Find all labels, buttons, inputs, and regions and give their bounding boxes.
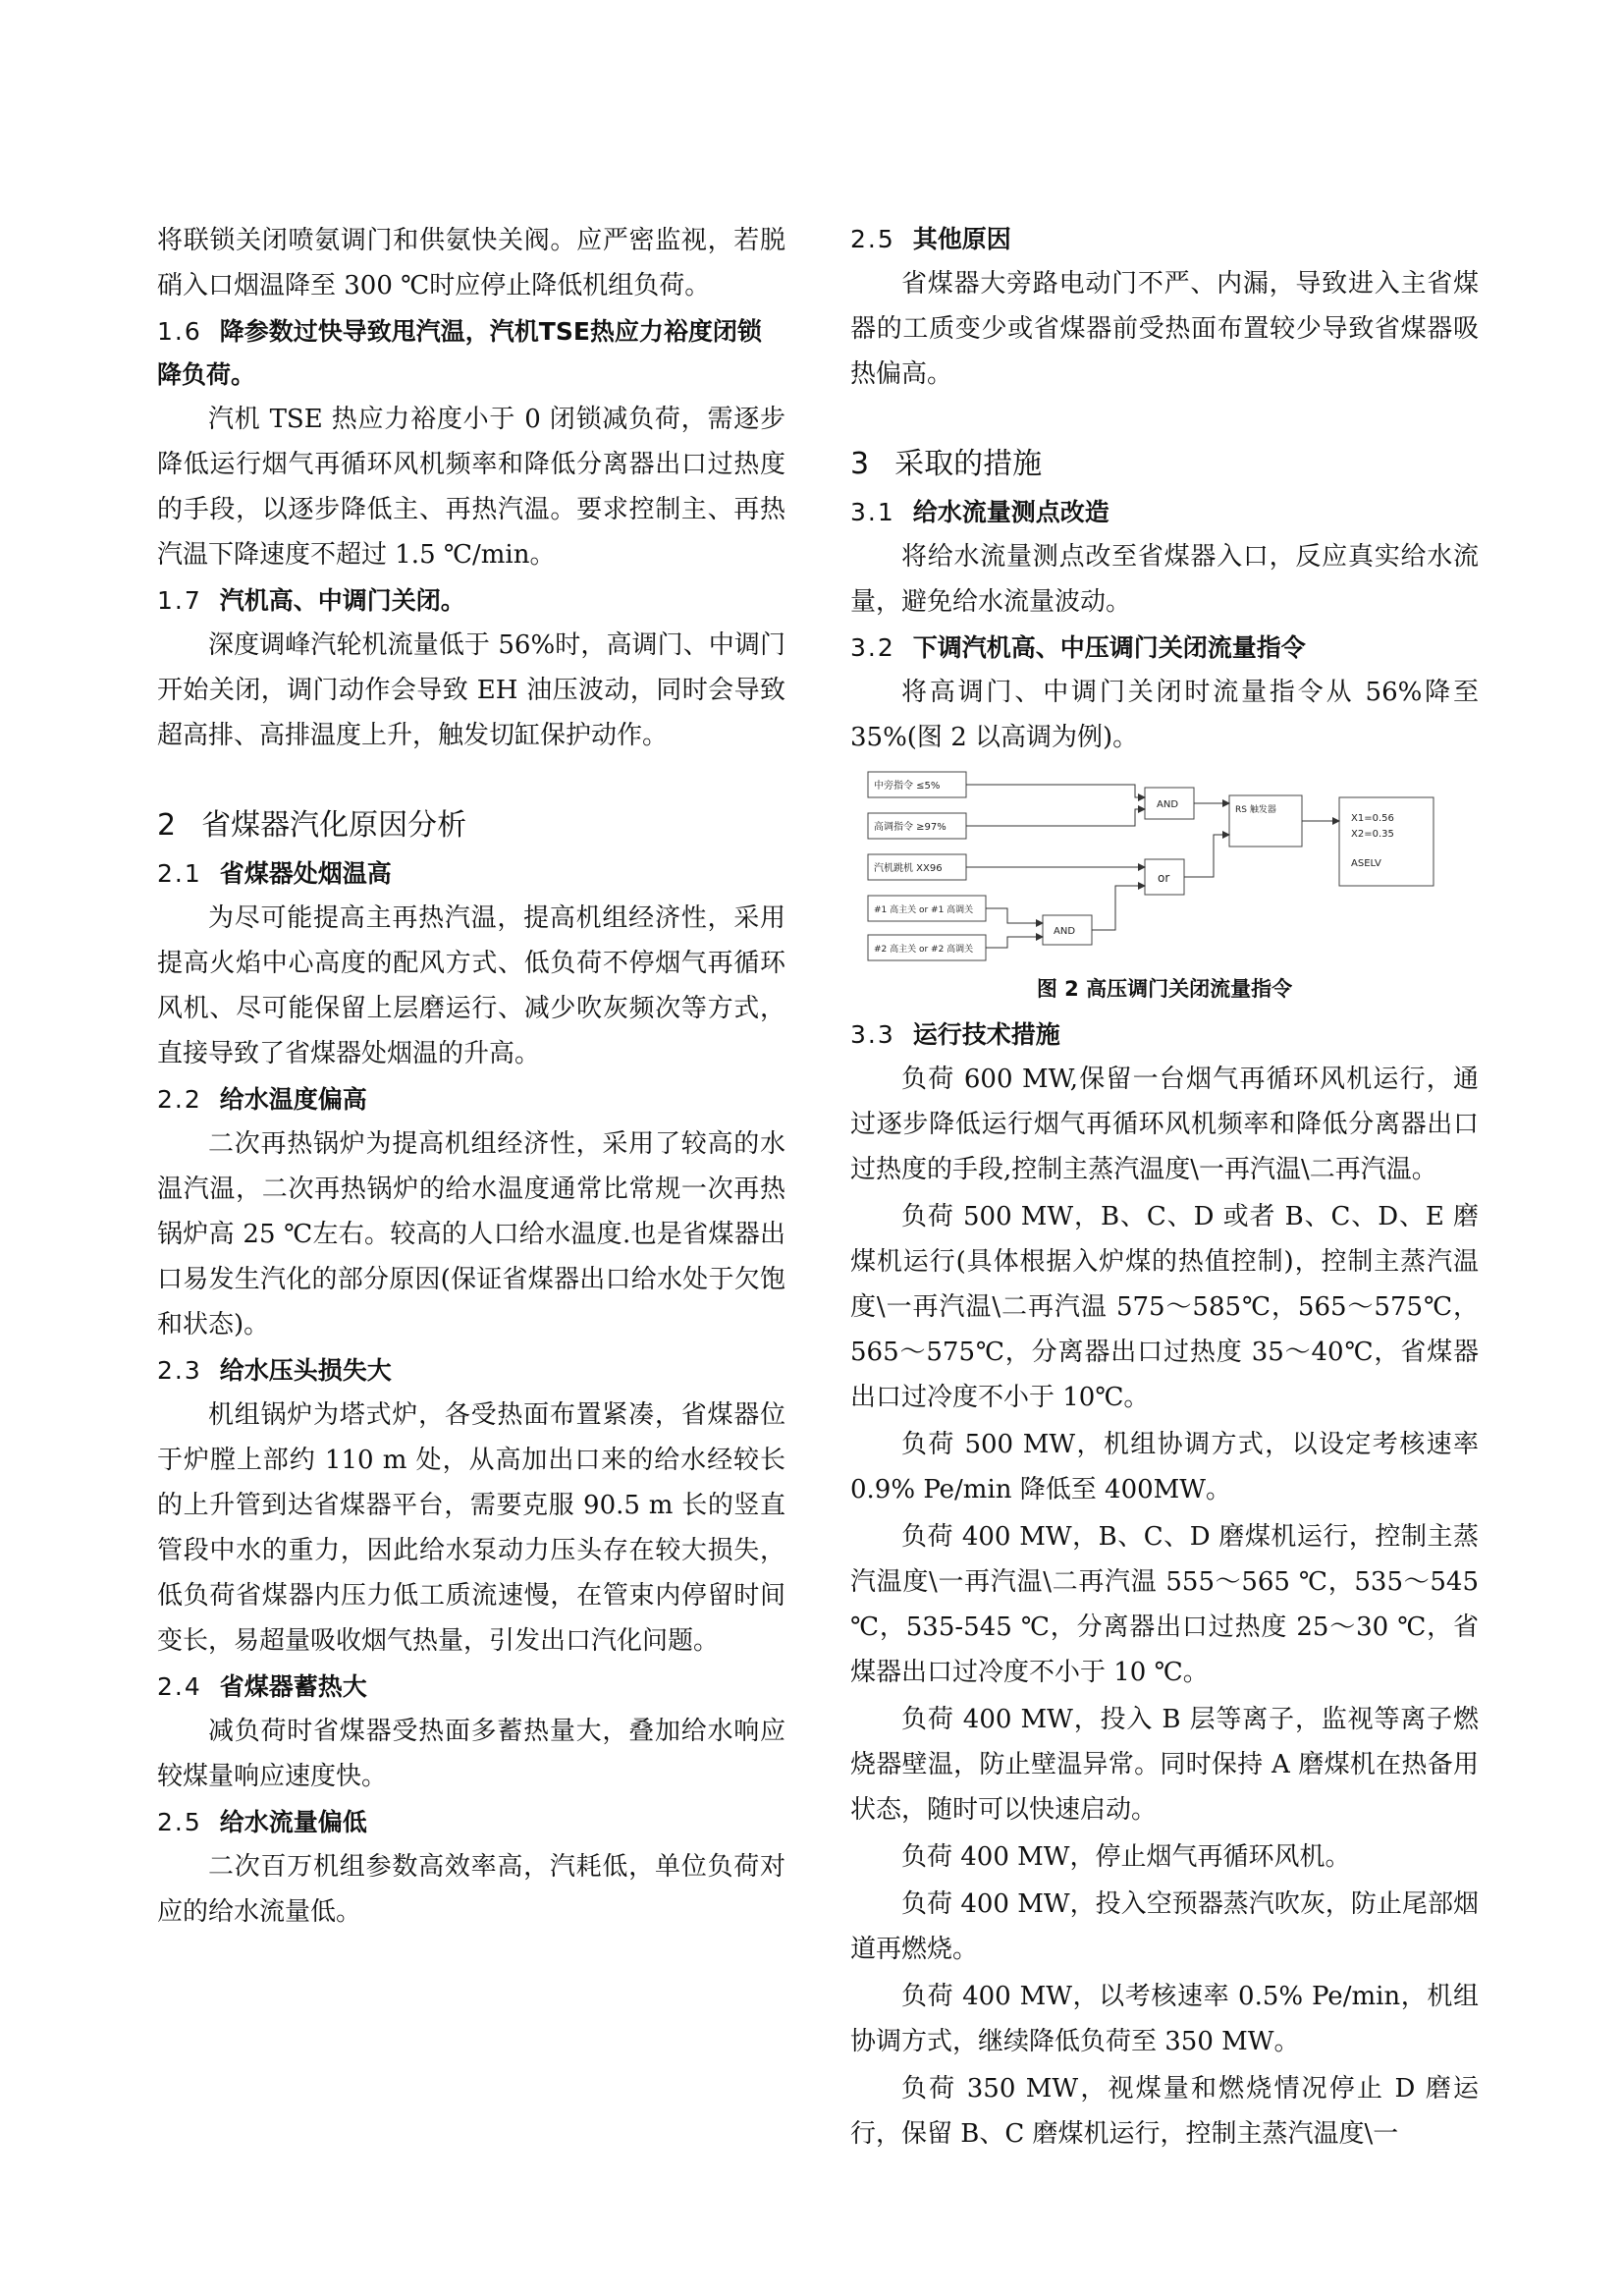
paragraph: 将给水流量测点改至省煤器入口，反应真实给水流量，避免给水流量波动。	[850, 542, 1479, 617]
x1-label: X1=0.56	[1351, 813, 1394, 824]
paragraph: 负荷 350 MW，视煤量和燃烧情况停止 D 磨运行，保留 B、C 磨煤机运行，控制主蒸汽温度\一	[850, 2074, 1479, 2149]
paragraph-continuation: 将联锁关闭喷氨调门和供氨快关阀。应严密监视，若脱硝入口烟温降至 300 ℃时应停止降低机组负荷。	[157, 226, 785, 301]
section-title: 下调汽机高、中压调门关闭流量指令	[912, 633, 1306, 662]
paragraph: 二次再热锅炉为提高机组经济性，采用了较高的水温汽温，二次再热锅炉的给水温度通常比常规一次再热锅炉高 25 ℃左右。较高的人口给水温度.也是省煤器出口易发生汽化的部分原因(保证省煤器出口给水处于欠饱和状态)。	[157, 1129, 785, 1339]
section-heading-2-5-other	[850, 218, 1479, 261]
gate-and-2	[1043, 915, 1092, 945]
paragraph: 汽机 TSE 热应力裕度小于 0 闭锁减负荷，需逐步降低运行烟气再循环风机频率和降低分离器出口过热度的手段，以逐步降低主、再热汽温。要求控制主、再热汽温下降速度不超过 1.5 ℃/min。	[157, 405, 785, 570]
block-bypass-command	[868, 772, 966, 797]
section-number: 3.1	[850, 498, 895, 526]
block-hp1-closed	[868, 896, 986, 921]
paragraph: 为尽可能提高主再热汽温，提高机组经济性，采用提高火焰中心高度的配风方式、低负荷不停烟气再循环风机、尽可能保留上层磨运行、减少吹灰频次等方式，直接导致了省煤器处烟温的升高。	[157, 903, 785, 1068]
section-heading-2	[157, 803, 785, 848]
connector-lines	[966, 785, 1339, 948]
gate-or	[1145, 859, 1184, 895]
section-title: 省煤器汽化原因分析	[201, 808, 467, 843]
section-number: 2	[157, 808, 179, 843]
gate-and-1	[1145, 788, 1194, 819]
section-heading-2-2	[157, 1078, 785, 1121]
section-title: 汽机高、中调门关闭。	[219, 586, 465, 615]
figure-caption: 图 2 高压调门关闭流量指令	[1036, 977, 1293, 1001]
section-number: 2.4	[157, 1672, 202, 1701]
block-label: #1 高主关 or #1 高调关	[874, 905, 974, 915]
section-heading-2-1	[157, 852, 785, 896]
paragraph: 省煤器大旁路电动门不严、内漏，导致进入主省煤器的工质变少或省煤器前受热面布置较少导致省煤器吸热偏高。	[850, 269, 1479, 389]
section-number: 3	[850, 447, 872, 481]
paragraph: 负荷 400 MW，投入 B 层等离子，监视等离子燃烧器壁温，防止壁温异常。同时保持 A 磨煤机在热备用状态，随时可以快速启动。	[850, 1705, 1479, 1825]
block-hp2-closed	[868, 935, 986, 960]
paragraph: 负荷 400 MW，投入空预器蒸汽吹灰，防止尾部烟道再燃烧。	[850, 1889, 1479, 1964]
block-label: 汽机跳机 XX96	[874, 863, 943, 874]
block-turbine-trip	[868, 854, 966, 880]
section-heading-3-1	[850, 491, 1479, 534]
section-title: 运行技术措施	[912, 1020, 1060, 1049]
gate-label: AND	[1054, 926, 1076, 937]
block-hp-valve-command	[868, 813, 966, 839]
section-title: 降参数过快导致甩汽温，汽机TSE热应力裕度闭锁降负荷。	[157, 317, 762, 389]
block-label: 中旁指令 ≤5%	[874, 781, 941, 792]
paragraph: 负荷 400 MW，停止烟气再循环风机。	[901, 1842, 1351, 1872]
paragraph: 机组锅炉为塔式炉，各受热面布置紧凑，省煤器位于炉膛上部约 110 m 处，从高加出口来的给水经较长的上升管到达省煤器平台，需要克服 90.5 m 长的竖直管段中水的重力，因此给水泵动力压头存在较大损失，低负荷省煤器内压力低工质流速慢，在管束内停留时间变长，易超量吸收烟气热量，引发出口汽化问题。	[157, 1400, 785, 1656]
section-number: 1.7	[157, 586, 202, 615]
right-column	[850, 218, 1479, 2159]
section-title: 给水温度偏高	[219, 1085, 367, 1114]
paragraph: 负荷 400 MW，B、C、D 磨煤机运行，控制主蒸汽温度\一再汽温\二再汽温 555～565 ℃，535～545 ℃，535-545 ℃，分离器出口过热度 25～30 ℃，省煤器出口过冷度不小于 10 ℃。	[850, 1522, 1479, 1687]
section-number: 3.2	[850, 633, 895, 662]
rs-label: RS 触发器	[1235, 805, 1276, 815]
section-heading-1-7	[157, 579, 785, 623]
block-label: #2 高主关 or #2 高调关	[874, 945, 974, 955]
paragraph: 负荷 400 MW，以考核速率 0.5% Pe/min，机组协调方式，继续降低负荷至 350 MW。	[850, 1982, 1479, 2056]
section-heading-2-4	[157, 1666, 785, 1709]
paragraph: 深度调峰汽轮机流量低于 56%时，高调门、中调门开始关闭，调门动作会导致 EH 油压波动，同时会导致超高排、高排温度上升，触发切缸保护动作。	[157, 630, 785, 750]
gate-label: AND	[1157, 799, 1179, 810]
section-heading-3-2	[850, 627, 1479, 670]
section-number: 2.2	[157, 1085, 202, 1114]
section-heading-3-3	[850, 1013, 1479, 1057]
section-number: 2.5	[850, 225, 895, 253]
section-number: 2.3	[157, 1356, 202, 1385]
block-label: 高调指令 ≥97%	[874, 822, 947, 833]
logic-diagram	[850, 766, 1439, 970]
paragraph: 减负荷时省煤器受热面多蓄热量大，叠加给水响应较煤量响应速度快。	[157, 1717, 785, 1791]
section-title: 采取的措施	[894, 447, 1043, 481]
section-number: 2.5	[157, 1808, 202, 1836]
gate-label: or	[1158, 871, 1170, 885]
left-column	[157, 218, 785, 1937]
paragraph: 负荷 600 MW,保留一台烟气再循环风机运行，通过逐步降低运行烟气再循环风机频率和降低分离器出口过热度的手段,控制主蒸汽温度\一再汽温\二再汽温。	[850, 1065, 1479, 1184]
paragraph: 二次百万机组参数高效率高，汽耗低，单位负荷对应的给水流量低。	[157, 1852, 785, 1927]
section-heading-2-3	[157, 1349, 785, 1393]
aselv-block	[1339, 797, 1434, 886]
section-heading-3	[850, 442, 1479, 487]
section-title: 其他原因	[912, 225, 1011, 253]
section-number: 3.3	[850, 1020, 895, 1049]
section-title: 给水流量测点改造	[912, 498, 1109, 526]
section-heading-2-5	[157, 1801, 785, 1844]
x2-label: X2=0.35	[1351, 829, 1394, 840]
section-heading-1-6	[157, 310, 785, 397]
aselv-label: ASELV	[1351, 858, 1381, 869]
logic-diagram-figure	[850, 766, 1479, 970]
paragraph: 负荷 500 MW，B、C、D 或者 B、C、D、E 磨煤机运行(具体根据入炉煤的热值控制)，控制主蒸汽温度\一再汽温\二再汽温 575～585℃，565～575℃，565～575℃，分离器出口过热度 35～40℃，省煤器出口过冷度不小于 10℃。	[850, 1202, 1479, 1412]
section-title: 省煤器处烟温高	[219, 859, 392, 888]
paragraph: 将高调门、中调门关闭时流量指令从 56%降至 35%(图 2 以高调为例)。	[850, 678, 1479, 752]
section-number: 1.6	[157, 317, 202, 346]
section-number: 2.1	[157, 859, 202, 888]
section-title: 省煤器蓄热大	[219, 1672, 367, 1701]
paragraph: 负荷 500 MW，机组协调方式，以设定考核速率 0.9% Pe/min 降低至 400MW。	[850, 1430, 1479, 1504]
section-title: 给水流量偏低	[219, 1808, 367, 1836]
section-title: 给水压头损失大	[219, 1356, 392, 1385]
rs-flipflop	[1229, 795, 1302, 847]
